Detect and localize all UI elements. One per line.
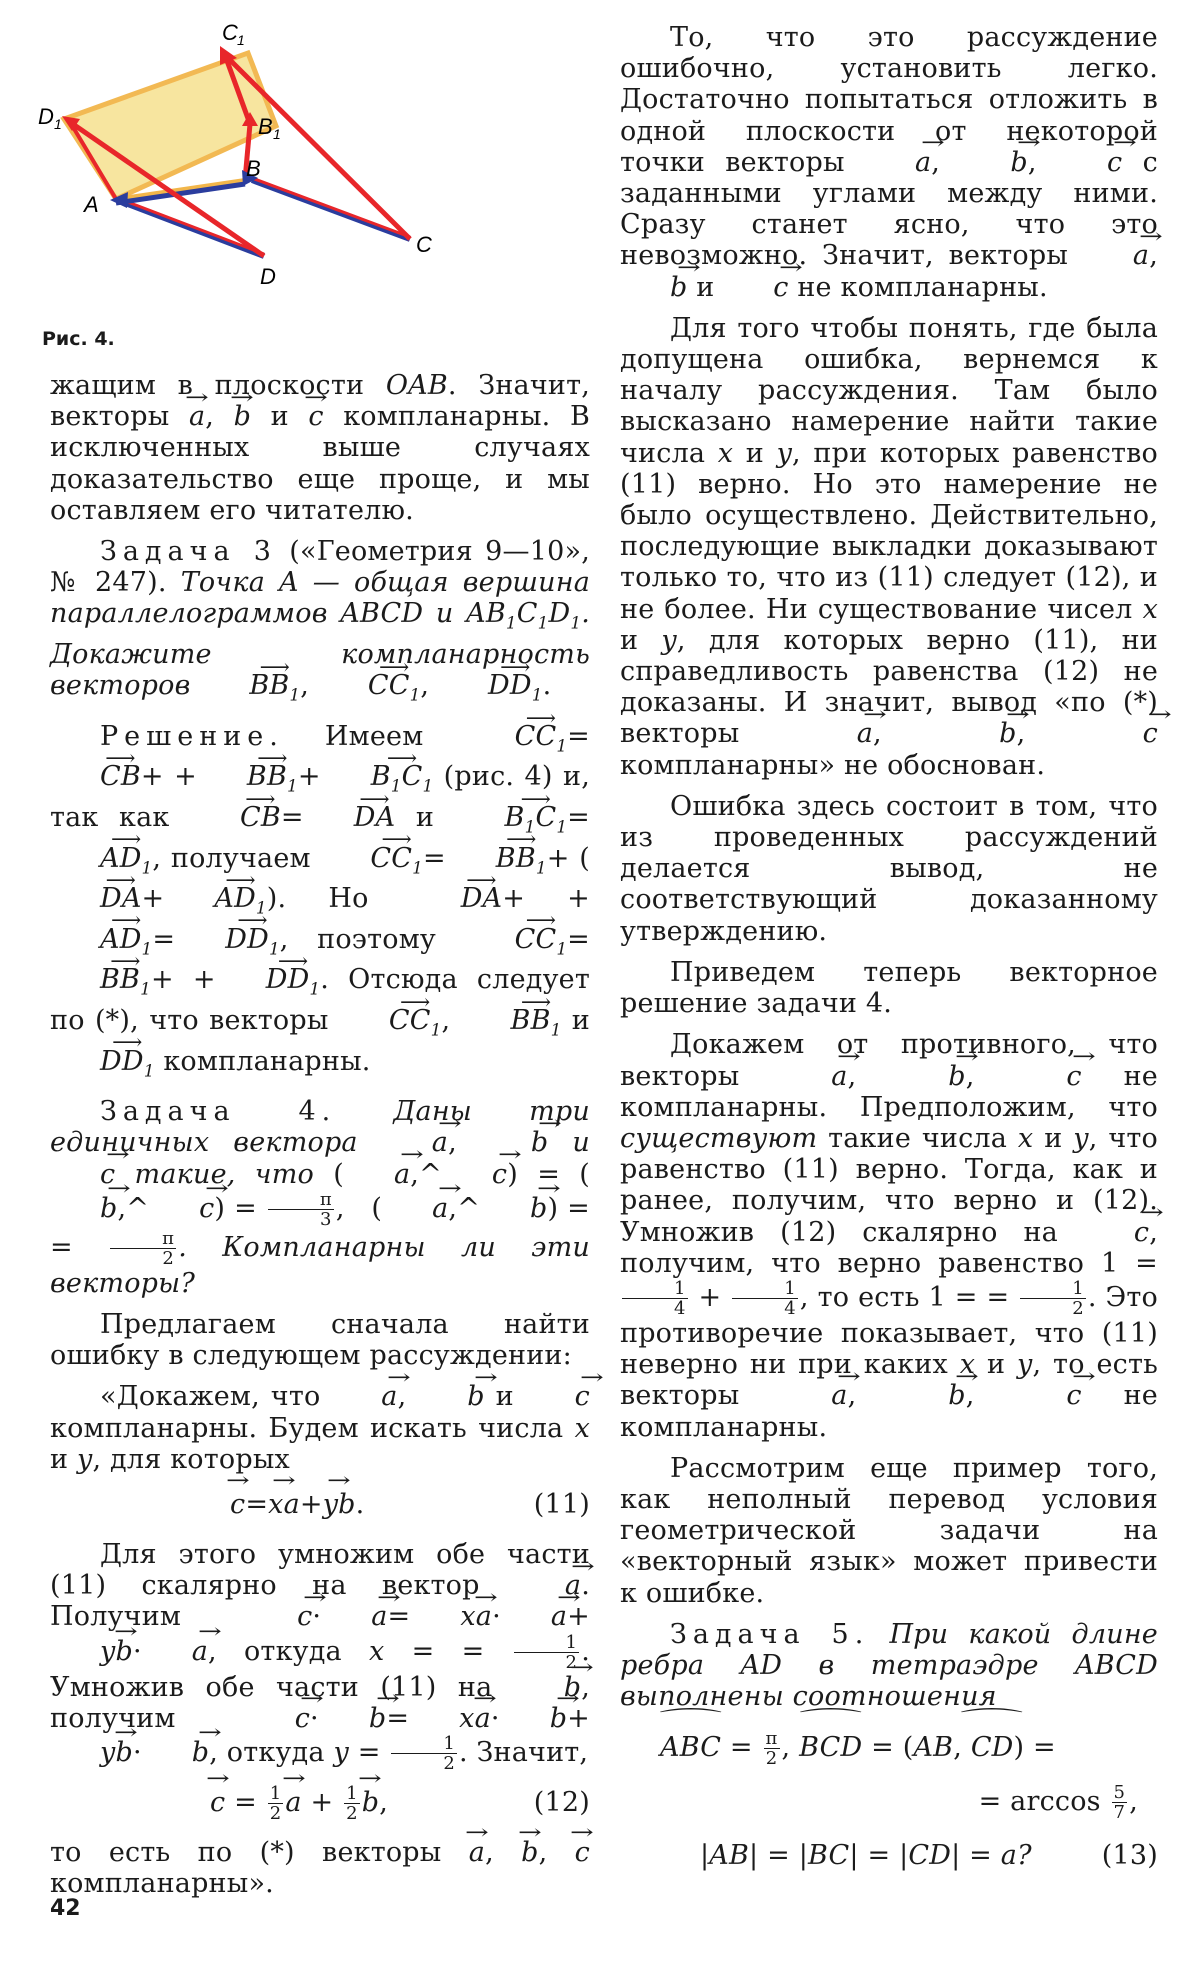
- problem-label: Задача 3: [100, 536, 277, 568]
- text: для которых: [101, 1443, 290, 1475]
- text: Предлагаем сначала найти ошибку в следующем рассуждении:: [50, 1308, 590, 1372]
- vector-c: → c: [1093, 718, 1158, 749]
- text: Докажем от противного, что векторы: [620, 1029, 1158, 1092]
- vector-b: → b: [898, 1061, 965, 1092]
- text: такие числа: [817, 1122, 1018, 1154]
- vector-b: → b: [898, 1380, 965, 1411]
- text: 1: [309, 978, 321, 999]
- text: 1: [622, 1279, 688, 1299]
- vector-a: → a: [382, 1127, 448, 1158]
- text: = arccos: [978, 1786, 1101, 1818]
- text: 1 =: [1100, 1247, 1159, 1279]
- text: , для которых верно (11), ни справедливость равенства (12) не доказаны. И значит, вывод «по (*) векторы: [620, 624, 1158, 750]
- equation-11: → c=→ xa+→ yb. (11): [50, 1485, 590, 1525]
- text: CC: [388, 1004, 431, 1036]
- vector-cb: ⟶ CB: [50, 761, 141, 792]
- fraction-5-7: [1112, 1783, 1128, 1822]
- angle-bcd: ⌒ BCD: [799, 1728, 862, 1768]
- problem-5: [620, 1619, 1158, 1713]
- vector-a: → a: [382, 1193, 448, 1224]
- text: компланарны. Будем искать числа: [50, 1412, 575, 1444]
- text: Даны три единичных вектора: [50, 1096, 590, 1159]
- vector-yb: → yb: [323, 1485, 356, 1525]
- vector-a: → a: [285, 1783, 301, 1823]
- para-flawed-conclusion: то есть по (*) векторы → a, → b, → c компланарны».: [50, 1837, 590, 1899]
- text: CC: [514, 720, 557, 752]
- text: , откуда: [208, 1635, 370, 1667]
- equation-number: (12): [533, 1787, 590, 1818]
- text: и: [733, 437, 777, 469]
- page-number: 42: [50, 1896, 81, 1921]
- vector-b: → b: [960, 147, 1027, 178]
- text: 1: [514, 1633, 580, 1653]
- label-d1: D: [38, 104, 54, 129]
- text: 1: [412, 856, 423, 877]
- vector-a: → a: [344, 1159, 410, 1190]
- vector-c: → c: [308, 401, 323, 432]
- text: 2: [1072, 1297, 1084, 1319]
- text: компланарны» не обоснован.: [620, 749, 1046, 781]
- text: , то есть векторы: [620, 1349, 1159, 1412]
- text: и: [251, 401, 309, 433]
- text: и: [548, 1127, 590, 1159]
- para-another-example: [620, 1453, 1158, 1609]
- para-error-analysis: Для того чтобы понять, где была допущена ошибка, вернемся к началу рассуждения. Там было высказано намерение найти такие числа x и y, при которых равенство (11) верно. Но это намерение не было осуществлено. Действительно, последующие выкладки доказывают только то, что из (11) следует (12), и не более. Ни существование чисел x и y, для которых верно (11), ни справедливость равенства (12) не доказаны. И значит, вывод «по (*) векторы → a, → b, → c компланарны» не обоснован.: [620, 313, 1158, 781]
- vector-c: → c: [1016, 1380, 1081, 1411]
- text: («Геометрия 9—10», № 247).: [50, 536, 590, 599]
- text: 1: [535, 856, 547, 877]
- fraction-pi-2: [764, 1729, 780, 1768]
- text: 7: [1113, 1802, 1126, 1824]
- text: AD: [100, 923, 142, 955]
- vector-da: ⟶ DA: [50, 883, 142, 914]
- label-b1-sub: 1: [273, 126, 281, 142]
- text: 1: [1020, 1279, 1086, 1299]
- fraction-1-2: [391, 1734, 457, 1773]
- text: 1: [732, 1279, 798, 1299]
- text: ,: [441, 1004, 461, 1036]
- text: x: [1142, 593, 1158, 625]
- text: то есть по (*) векторы: [50, 1837, 469, 1868]
- para-contradiction: Докажем от противного, что векторы → a, → b, → c не компланарны. Предположим, что существуют такие числа x и y, что равенство (11) верно. Тогда, как и ранее, получим, что верно и (12). Умножив (12) скалярно на → c, получим, что верно равенство 1 = $\frac{1}{4}$ + $\frac{1}{4}$ , то есть 1 = = $\frac{1}{2}$ . Это противоречие показывает, что (11) неверно ни при каких x и y, то есть векторы → a, → b, → c не компланарны.: [620, 1029, 1158, 1442]
- text: существуют: [620, 1122, 818, 1154]
- label-b: B: [246, 156, 261, 181]
- text: и: [620, 624, 662, 656]
- text: 1: [556, 735, 568, 756]
- text: Для этого умножим обе части (11) скалярно на вектор: [50, 1538, 590, 1602]
- text: 2: [765, 1748, 778, 1770]
- label-c: C: [416, 232, 432, 257]
- equation-12: → c = $\frac{1}{2}$ → a + $\frac{1}{2}$ → b, (12): [50, 1783, 590, 1823]
- text: DD: [488, 670, 532, 702]
- text: . Компланарны ли эти векторы?: [50, 1231, 590, 1299]
- para-flawed-proof: «Докажем, что → a, → b и → c компланарны. Будем искать числа x и y, для которых: [50, 1381, 590, 1475]
- text: (рис. 4) и, так как: [50, 761, 590, 833]
- vector-c: → c: [1016, 1061, 1081, 1092]
- vector-b: → b: [949, 718, 1016, 749]
- vector-b: → b: [521, 1837, 538, 1868]
- text: и: [975, 1349, 1017, 1381]
- vector-b: → b: [480, 1193, 547, 1224]
- text: . Умножив обе части (11) на: [50, 1635, 590, 1703]
- text: 3: [320, 1208, 332, 1230]
- vector-b: → b: [514, 1672, 581, 1703]
- text: 1: [550, 1019, 562, 1040]
- text: 4: [784, 1297, 796, 1319]
- text: 1: [505, 612, 517, 633]
- text: y: [661, 624, 677, 656]
- para-coplanar-conclusion: жащим в плоскости OAB. Значит, векторы → a, → b и → c компланарны. В исключенных выше случаях доказательство еще проще, и мы оставляем его читателю.: [50, 370, 590, 526]
- text: ,: [420, 670, 438, 702]
- fraction-1-4: [732, 1279, 798, 1318]
- left-column: [50, 370, 590, 1909]
- text: 1: [287, 775, 298, 796]
- text: x: [1017, 1122, 1034, 1154]
- text: C: [535, 802, 557, 833]
- vector-b: → b: [620, 272, 687, 303]
- vector-yb: → yb: [50, 1636, 133, 1667]
- text: 1: [422, 775, 434, 796]
- text: 1: [346, 1783, 358, 1804]
- label-c1: C: [222, 20, 238, 45]
- text: DD: [225, 923, 269, 955]
- text: . Но: [277, 883, 411, 915]
- text: Точка A — общая вершина параллелограммов ABCD и AB: [50, 567, 590, 630]
- text: 1: [531, 684, 543, 705]
- vector-da: ⟶ DA: [411, 883, 503, 914]
- text: Приведем теперь векторное решение задачи 4.: [620, 956, 1158, 1020]
- text: BB: [246, 761, 287, 793]
- text: Рассмотрим еще пример того, как неполный перевод условия геометрической задачи на «векторный язык» может привести к ошибке.: [620, 1452, 1158, 1609]
- text: и: [50, 1443, 77, 1475]
- text: B: [370, 761, 391, 793]
- vector-xa: → xa: [409, 1703, 491, 1734]
- text: y: [333, 1737, 349, 1768]
- text: . Получим: [50, 1570, 590, 1633]
- vector-a: → a: [321, 1601, 387, 1632]
- text: То, что это рассуждение ошибочно, установить легко. Достаточно попытаться отложить в одной плоскости от некоторой точки векторы: [620, 22, 1158, 178]
- figure-caption: Рис. 4.: [42, 328, 115, 350]
- text: OAB: [385, 370, 448, 401]
- text: 1: [143, 1059, 155, 1080]
- text: DD: [100, 1045, 144, 1077]
- text: 1: [430, 1019, 442, 1040]
- text: не компланарны.: [620, 1380, 1158, 1443]
- text: 1: [409, 684, 421, 705]
- para-find-error: [50, 1309, 590, 1371]
- text: 1: [390, 775, 402, 796]
- text: 2: [565, 1651, 578, 1673]
- text: y: [76, 1443, 93, 1475]
- vector-a: → a: [865, 147, 931, 178]
- text: 2: [443, 1753, 455, 1774]
- text: , получим, что верно равенство: [620, 1216, 1158, 1279]
- vector-xa: → xa: [410, 1601, 492, 1632]
- vector-b: → b: [500, 1703, 567, 1734]
- vector-xa: → xa: [268, 1485, 300, 1525]
- text: π: [765, 1728, 778, 1750]
- vector-c: → c: [149, 1193, 214, 1224]
- text: 2: [346, 1803, 358, 1824]
- problem-label: Задача 5.: [670, 1618, 870, 1650]
- text: D: [548, 598, 571, 630]
- text: BB: [495, 842, 536, 874]
- text: π: [268, 1190, 334, 1210]
- vector-c: → c: [245, 1703, 310, 1734]
- vector-c: → c: [210, 1783, 225, 1823]
- vector-c: → c: [525, 1381, 590, 1412]
- vector-dd1: [50, 1046, 155, 1087]
- vector-b: → b: [142, 1737, 209, 1768]
- vector-bb1: [461, 1005, 562, 1046]
- vector-b: → b: [481, 1127, 548, 1158]
- vector-cc1: [339, 1005, 442, 1046]
- text: «Докажем, что: [100, 1381, 332, 1413]
- text: y: [1073, 1122, 1089, 1154]
- vector-a: → a: [807, 718, 873, 749]
- angle-ab-cd: ⌒ CD: [971, 1728, 1014, 1768]
- text: . Значит,: [458, 1737, 589, 1768]
- text: компланарны.: [154, 1045, 371, 1077]
- vector-a: → a: [331, 1381, 397, 1412]
- text: . Значит, векторы: [50, 370, 590, 433]
- vector-b: → b: [417, 1381, 484, 1412]
- solution-label: Решение.: [100, 720, 284, 752]
- text: |AB| = |BC| = |CD| = a?: [700, 1840, 1032, 1872]
- text: компланарны. В исключенных выше случаях доказательство еще проще, и мы оставляем его читателю.: [50, 401, 590, 526]
- vector-b: → b: [50, 1193, 117, 1224]
- text: 1: [289, 684, 301, 705]
- vector-c: → c: [723, 272, 788, 303]
- text: такие, что: [115, 1158, 315, 1190]
- solution-3: Решение. Имеем ⟶ $CC_1=⟶$ CB+ +⟶ $BB_1+⟶$ $B_1C_1$ (рис. 4) и, так как ⟶ CB=⟶ DA и ⟶ $B_1C_1=⟶$ $AD_1$, получаем ⟶ $CC_1=⟶$ $BB_1+$ (⟶ DA+⟶ $AD_1$). Но ⟶ DA+ +⟶ $AD_1=⟶$ $DD_1$, поэтому ⟶ $CC_1=⟶$ $BB_1+$ +⟶ $DD_1$. Отсюда следует по (*), что векторы ⟶ $CC_1$, ⟶ $BB_1$ и ⟶ $DD_1$ компланарны.: [50, 721, 590, 1086]
- text: 1: [524, 816, 536, 837]
- fraction-1-4: [622, 1279, 688, 1318]
- vector-a: → a: [781, 1380, 847, 1411]
- text: ,: [300, 670, 318, 702]
- text: x: [369, 1635, 385, 1667]
- text: и: [484, 1381, 525, 1413]
- label-c1-sub: 1: [237, 32, 245, 48]
- text: C: [516, 598, 538, 630]
- problem-3: [50, 536, 590, 711]
- vector-a: → a: [189, 401, 205, 432]
- text: BB: [249, 670, 290, 702]
- text: жащим в плоскости: [50, 370, 386, 401]
- vector-c: → c: [575, 1837, 590, 1868]
- text: и: [687, 271, 724, 303]
- equation-13-line3: [620, 1836, 1158, 1876]
- text: , поэтому: [279, 923, 465, 955]
- problem-4: Задача 4. Даны три единичных вектора → a, → b и → c такие, что (→ a,^→ c) = (→ b,^→ c) = $\frac{\pi}{3}$ , (→ a,^→ b) = = $\frac{\pi}{2}$ . Компланарны ли эти векторы?: [50, 1096, 590, 1299]
- label-d1-sub: 1: [54, 116, 62, 132]
- text: x: [717, 437, 734, 469]
- vector-a: → a: [501, 1601, 567, 1632]
- label-a: A: [84, 192, 99, 217]
- text: . Докажите компланарность векторов: [50, 598, 590, 702]
- text: 1: [141, 938, 153, 959]
- text: Для того чтобы понять, где была допущена ошибка, вернемся к началу рассуждения. Там было высказано намерение найти такие числа: [620, 312, 1158, 469]
- vector-bb1: [199, 670, 300, 711]
- text: CC: [370, 842, 413, 874]
- text: 1: [141, 856, 153, 877]
- text: и: [561, 1004, 590, 1036]
- tetra-diagram: [20, 18, 560, 368]
- text: 4: [674, 1297, 686, 1319]
- fraction-1-2: [1020, 1279, 1086, 1318]
- label-b1: B: [258, 114, 273, 139]
- text: , получаем: [152, 842, 321, 874]
- text: 1: [570, 612, 582, 633]
- text: 1: [268, 938, 280, 959]
- text: AD: [214, 883, 256, 915]
- text: y: [776, 437, 793, 469]
- text: 2: [269, 1803, 282, 1824]
- vector-b: → b: [362, 1783, 379, 1823]
- text: 1: [255, 897, 267, 918]
- text: B: [504, 802, 525, 833]
- text: x: [959, 1349, 976, 1381]
- text: и: [395, 802, 455, 833]
- text: 2: [162, 1247, 174, 1269]
- text: При какой длине ребра AD в тетраэдре ABCD выполнены соотношения: [620, 1618, 1158, 1713]
- vector-dd1: [216, 964, 321, 1005]
- text: 1: [556, 938, 568, 959]
- equation-13-line2: = arccos $\frac{5}{7}$ ,: [978, 1782, 1138, 1824]
- text: BB: [510, 1004, 551, 1036]
- text: , что равенство (11) верно. Тогда, как и ранее, получим, что верно и (12). Умножив (12) скалярно на: [620, 1122, 1159, 1248]
- text: AD: [100, 842, 142, 874]
- text: , откуда: [209, 1737, 334, 1768]
- text: C: [401, 761, 423, 793]
- vector-yb: → yb: [50, 1737, 133, 1768]
- text: 1: [269, 1783, 282, 1804]
- para-vector-solution: [620, 957, 1158, 1019]
- text: не компланарны.: [788, 271, 1048, 303]
- vector-a: → a: [1083, 240, 1149, 271]
- vector-cc1: [320, 843, 423, 884]
- para-error-statement: [620, 791, 1158, 947]
- text: CC: [367, 670, 410, 702]
- text: 1: [140, 978, 151, 999]
- vector-c: → c: [50, 1159, 115, 1190]
- text: , при которых равенство (11) верно. Но это намерение не было осуществлено. Действительно, последующие выкладки доказывают только то, что из (11) следует (12), и не более. Ни существование чисел: [620, 437, 1159, 625]
- problem-label: Задача 4.: [100, 1096, 337, 1128]
- vector-a: → a: [142, 1636, 208, 1667]
- vector-cc1: [465, 721, 568, 762]
- vector-cb: ⟶ CB: [190, 802, 281, 833]
- text: x: [574, 1412, 590, 1444]
- text: компланарны».: [50, 1868, 274, 1900]
- vector-a: → a: [469, 1837, 485, 1868]
- text: не компланарны. Предположим, что: [620, 1060, 1158, 1123]
- vector-cc1: [318, 670, 421, 711]
- right-column: [620, 22, 1158, 1890]
- text: AB: [913, 1732, 954, 1764]
- equation-13-line1: ⌒ ABC = $\frac{\pi}{2}$ , ⌒ BCD = (AB, ⌒ CD) =: [620, 1728, 1158, 1768]
- fraction-pi-3: [268, 1190, 334, 1229]
- text: +: [689, 1281, 731, 1313]
- text: 5: [1113, 1782, 1126, 1804]
- vector-c: → c: [1057, 147, 1122, 178]
- text: π: [110, 1229, 176, 1249]
- text: . Это противоречие показывает, что (11) неверно ни при каких: [620, 1281, 1158, 1381]
- fraction-pi-2: [110, 1229, 176, 1268]
- text: , получим: [50, 1671, 590, 1734]
- text: 1: [537, 612, 549, 633]
- text: и: [1033, 1122, 1074, 1154]
- text: DD: [265, 964, 310, 996]
- text: с заданными углами между ними. Сразу станет ясно, что это невозможно. Значит, векторы: [620, 146, 1158, 272]
- angle-abc: ⌒ ABC: [660, 1728, 721, 1768]
- vector-a: → a: [781, 1061, 847, 1092]
- para-multiply: Для этого умножим обе части (11) скалярно на вектор → a. Получим → c·→ a=→ xa·→ a+→ yb·→ a, откуда x = = $\frac{1}{2}$ . Умножив обе части (11) на → b, получим → c·→ b=→ xa·→ b+→ yb·→ b, откуда y = $\frac{1}{2}$ . Значит,: [50, 1539, 590, 1773]
- vector-b: → b: [234, 401, 251, 432]
- vector-c: → c: [247, 1601, 312, 1632]
- text: BB: [100, 964, 141, 996]
- para-why-wrong: То, что это рассуждение ошибочно, установить легко. Достаточно попытаться отложить в одной плоскости от некоторой точки векторы → a, → b, → c с заданными углами между ними. Сразу станет ясно, что это невозможно. Значит, векторы → a, → b и → c не компланарны.: [620, 22, 1158, 303]
- vector-a: → a: [515, 1570, 581, 1601]
- figure-4: [20, 18, 560, 368]
- vector-c: → c: [230, 1485, 245, 1525]
- equation-number: (11): [533, 1488, 590, 1520]
- text: . Отсюда следует по (*), что векторы: [50, 964, 590, 1036]
- text: , то есть: [799, 1281, 929, 1313]
- text: CC: [514, 923, 557, 955]
- text: 1: [391, 1734, 457, 1754]
- vector-c: → c: [1084, 1217, 1149, 1248]
- vector-da: ⟶ DA: [304, 802, 396, 833]
- text: y: [1016, 1349, 1033, 1381]
- text: Имеем: [283, 720, 465, 752]
- vector-b: → b: [319, 1703, 386, 1734]
- text: Ошибка здесь состоит в том, что из проведенных рассуждений делается вывод, не соответствующий доказанному утверждению.: [620, 790, 1158, 947]
- text: 1: [556, 816, 568, 837]
- text: 1 =: [928, 1281, 978, 1313]
- text: .: [542, 670, 552, 702]
- equation-number: (13): [1101, 1840, 1158, 1872]
- vector-bb1: [50, 964, 151, 1005]
- vector-cc1: [465, 924, 568, 965]
- vector-c: → c: [442, 1159, 507, 1190]
- label-d: D: [260, 264, 276, 289]
